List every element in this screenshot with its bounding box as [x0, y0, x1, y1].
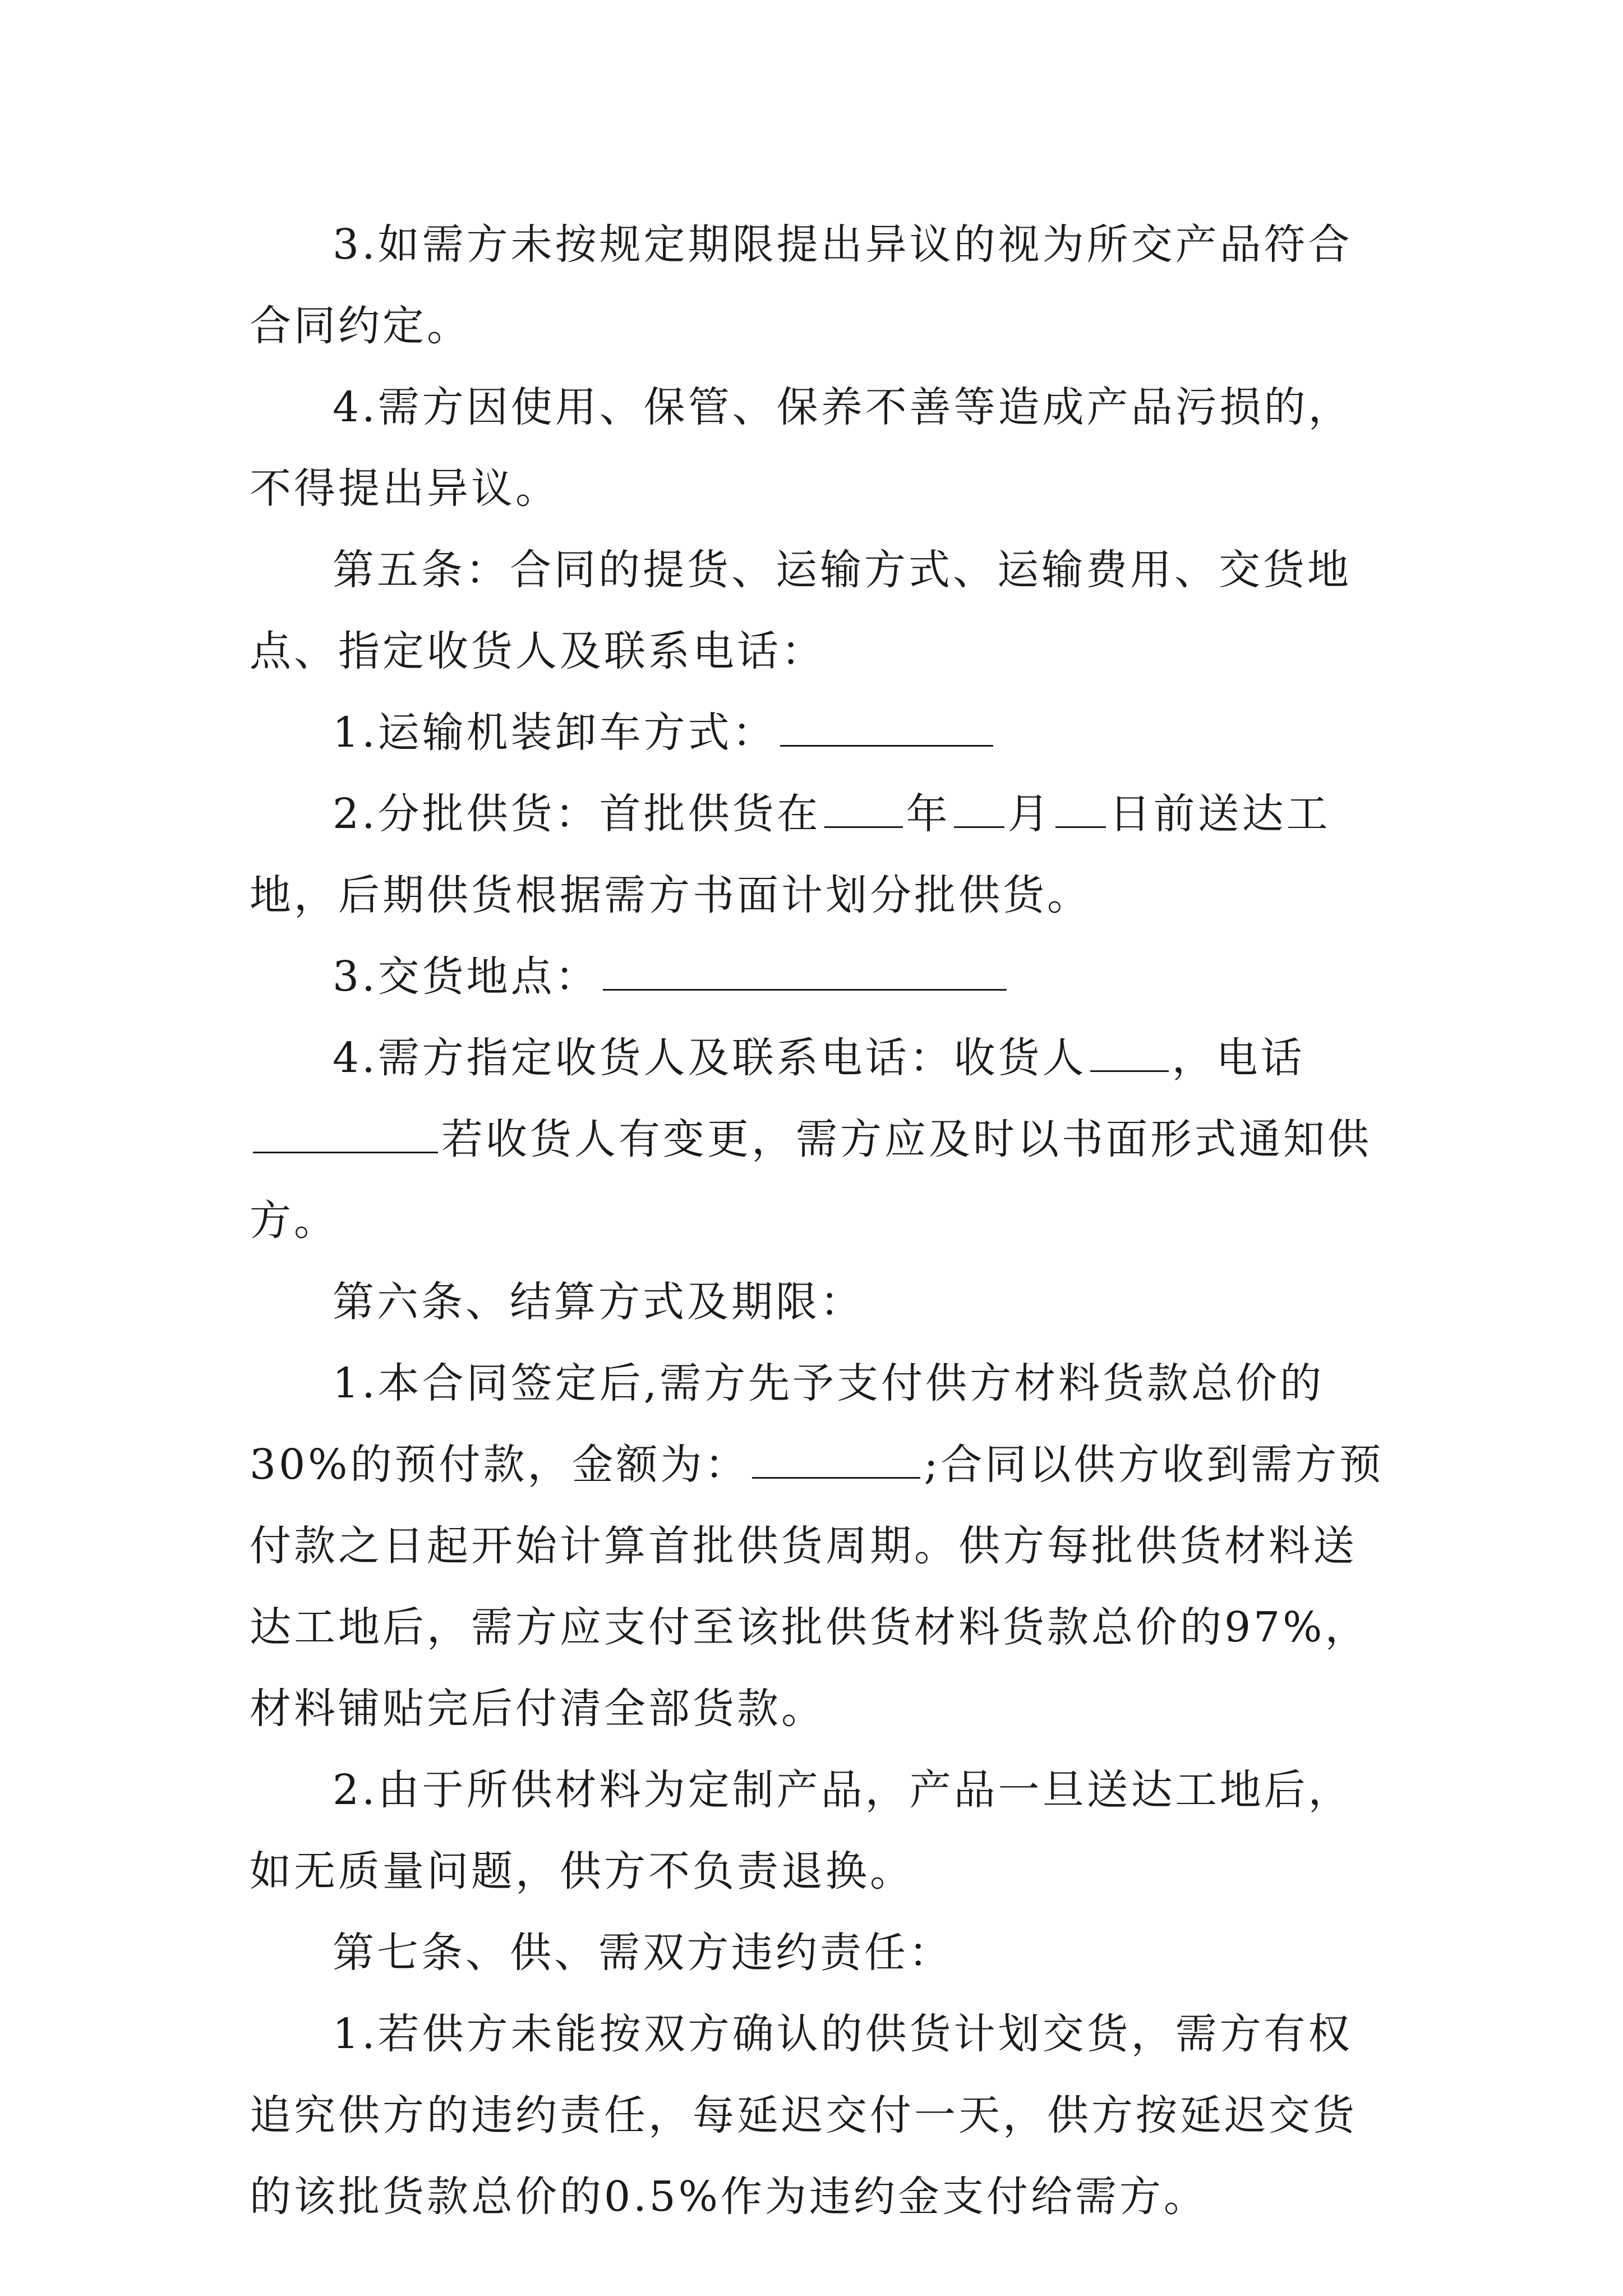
prepayment-text-a: 1.本合同签定后,需方先予支付供方材料货款总价的30%的预付款，金额为：: [250, 1359, 1325, 1489]
document-body: [250, 204, 1394, 2238]
article-six-heading: 第六条、结算方式及期限：: [333, 1278, 864, 1326]
loading-method-blank: [780, 711, 993, 747]
paragraph-late-delivery-penalty: 1.若供方未能按双方确认的供货计划交货，需方有权追究供方的违约责任，每延迟交付一天，供方按延迟交货的该批货款总价的0.5%作为违约金支付给需方。: [250, 2010, 1357, 2221]
day-blank: [1055, 793, 1106, 828]
batch-supply-text-d: 日前送达工地，后期供货根据需方书面计划分批供货。: [250, 790, 1331, 919]
paragraph-loading-method: [250, 692, 1394, 774]
consignee-text-a: 4.需方指定收货人及联系电话：收货人: [333, 1034, 1087, 1082]
delivery-location-blank: [603, 955, 1007, 991]
phone-blank: [253, 1118, 438, 1153]
paragraph-consignee: [250, 1018, 1394, 1262]
loading-method-label: 1.运输机装卸车方式：: [333, 708, 777, 757]
month-label: 月: [1007, 790, 1052, 838]
article-seven-heading: 第七条、供、需双方违约责任：: [333, 1929, 953, 1977]
month-blank: [954, 793, 1004, 828]
delivery-location-label: 3.交货地点：: [333, 953, 600, 1001]
article-five-heading: 第五条：合同的提货、运输方式、运输费用、交货地点、指定收货人及联系电话：: [250, 546, 1352, 675]
year-blank: [824, 793, 903, 828]
consignee-text-c: 若收货人有变更，需方应及时以书面形式通知供方。: [250, 1115, 1372, 1245]
prepayment-text-b: ;合同以供方收到需方预付款之日起开始计算首批供货周期。供方每批供货材料送达工地后，需方应支付至该批供货材料货款总价的97%，材料铺贴完后付清全部货款。: [250, 1441, 1384, 1733]
paragraph-prepayment: [250, 1343, 1394, 1750]
batch-supply-text-a: 2.分批供货：首批供货在: [333, 790, 821, 838]
amount-blank: [752, 1443, 920, 1479]
paragraph-custom-product: 2.由于所供材料为定制产品，产品一旦送达工地后，如无质量问题，供方不负责退换。: [250, 1766, 1353, 1895]
phone-label: ，电话: [1172, 1034, 1305, 1082]
paragraph-batch-supply: [250, 774, 1394, 936]
consignee-blank: [1090, 1037, 1169, 1072]
year-label: 年: [906, 790, 951, 838]
paragraph-no-objection-misuse: 4.需方因使用、保管、保养不善等造成产品污损的，不得提出异议。: [250, 383, 1353, 513]
paragraph-objection-deadline: 3.如需方未按规定期限提出异议的视为所交产品符合合同约定。: [250, 220, 1353, 350]
paragraph-delivery-location: [250, 936, 1394, 1018]
